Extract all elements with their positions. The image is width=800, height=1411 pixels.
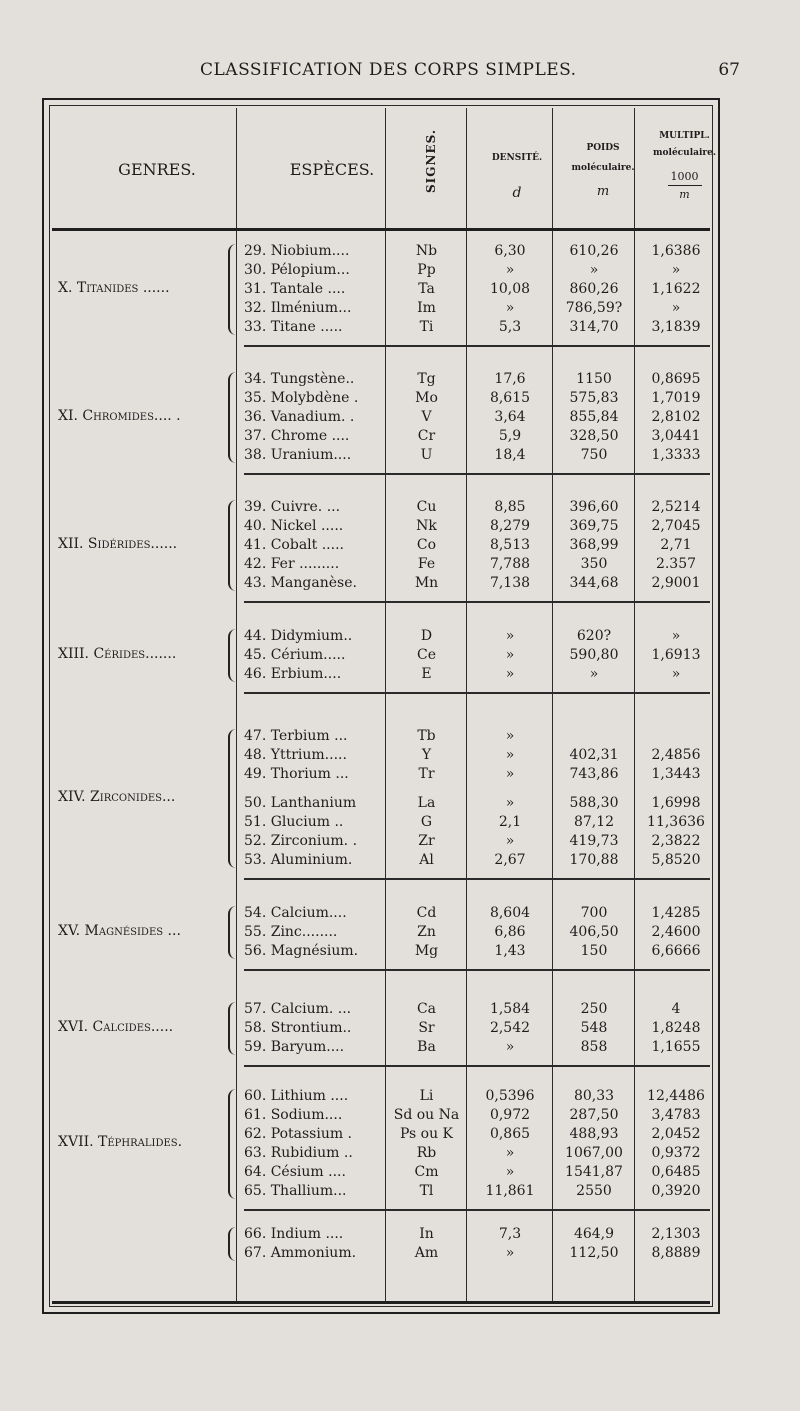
density-value: » (505, 628, 515, 644)
page-title: CLASSIFICATION DES CORPS SIMPLES. (200, 60, 577, 80)
chemical-sign: Rb (416, 1145, 437, 1161)
density-value: » (505, 795, 515, 811)
page-header (60, 60, 740, 90)
molecular-multiplier: 1,3333 (651, 447, 701, 463)
species-name: 31. Tantale .... (244, 281, 346, 297)
header-signes (404, 128, 444, 223)
table-row (44, 1106, 718, 1125)
chemical-sign: Mn (414, 575, 439, 591)
molecular-weight: 250 (580, 1001, 608, 1017)
species-name: 33. Titane ..... (244, 319, 343, 335)
molecular-weight: 855,84 (569, 409, 619, 425)
molecular-weight: 396,60 (569, 499, 619, 515)
species-name: 58. Strontium.. (244, 1020, 352, 1036)
molecular-multiplier: » (671, 628, 681, 644)
chemical-sign: Cu (416, 499, 437, 515)
species-name: 64. Césium .... (244, 1164, 346, 1180)
species-name: 56. Magnésium. (244, 943, 359, 959)
genre-label: XVI. Calcides..... (58, 1018, 174, 1035)
group-separator (244, 692, 710, 694)
molecular-weight: 287,50 (569, 1107, 619, 1123)
group-separator (244, 969, 710, 971)
density-value: 6,30 (494, 243, 526, 259)
chemical-sign: G (420, 814, 433, 830)
molecular-weight: 170,88 (569, 852, 619, 868)
table-row (44, 1038, 718, 1057)
table-header (52, 108, 716, 228)
molecular-multiplier: 3,4783 (651, 1107, 701, 1123)
density-value: 5,3 (498, 319, 522, 335)
molecular-multiplier: 1,6386 (651, 243, 701, 259)
molecular-weight: 368,99 (569, 537, 619, 553)
chemical-sign: Im (417, 300, 436, 316)
molecular-multiplier: 0,8695 (651, 371, 701, 387)
chemical-sign: U (420, 447, 433, 463)
species-name: 66. Indium .... (244, 1226, 344, 1242)
species-name: 32. Ilménium... (244, 300, 352, 316)
molecular-multiplier: 2,9001 (651, 575, 701, 591)
table-row (44, 408, 718, 427)
molecular-weight: 743,86 (569, 766, 619, 782)
molecular-multiplier: 1,1655 (651, 1039, 701, 1055)
chemical-sign: Al (419, 852, 434, 868)
species-name: 65. Thallium... (244, 1183, 347, 1199)
bottom-rule (52, 1301, 710, 1304)
molecular-multiplier: 11,3636 (647, 814, 705, 830)
chemical-sign: Zr (418, 833, 435, 849)
density-value: » (505, 1039, 515, 1055)
molecular-weight: 610,26 (569, 243, 619, 259)
table-row (44, 727, 718, 746)
molecular-multiplier: 4 (671, 1001, 681, 1017)
table-row (44, 555, 718, 574)
density-value: 8,615 (489, 390, 531, 406)
table-row (44, 389, 718, 408)
species-name: 49. Thorium ... (244, 766, 349, 782)
species-name: 53. Aluminium. (244, 852, 353, 868)
table-row (44, 851, 718, 870)
molecular-weight: 588,30 (569, 795, 619, 811)
species-name: 37. Chrome .... (244, 428, 350, 444)
density-value: 3,64 (494, 409, 526, 425)
molecular-multiplier: 1,4285 (651, 905, 701, 921)
table-row (44, 627, 718, 646)
species-name: 61. Sodium.... (244, 1107, 343, 1123)
table-row (44, 813, 718, 832)
density-value: 8,85 (494, 499, 526, 515)
molecular-weight: 464,9 (573, 1226, 615, 1242)
header-poids-line2: moléculaire. (571, 163, 635, 173)
molecular-multiplier: 1,3443 (651, 766, 701, 782)
chemical-sign: V (421, 409, 432, 425)
density-value: 18,4 (494, 447, 526, 463)
table-row (44, 1144, 718, 1163)
density-value: 8,604 (489, 905, 531, 921)
species-name: 63. Rubidium .. (244, 1145, 353, 1161)
molecular-multiplier: 2,4600 (651, 924, 701, 940)
molecular-weight: 314,70 (569, 319, 619, 335)
table-row (44, 765, 718, 784)
table-row (44, 1125, 718, 1144)
header-densite-label: DENSITÉ. (491, 153, 543, 163)
group-separator (244, 878, 710, 880)
header-poids-line1: POIDS (586, 143, 620, 153)
genre-label: X. Titanides ...... (58, 279, 170, 296)
molecular-weight: » (589, 666, 599, 682)
density-value: 1,43 (494, 943, 526, 959)
chemical-sign: Tg (417, 371, 436, 387)
species-name: 48. Yttrium..... (244, 747, 347, 763)
molecular-weight: 700 (580, 905, 608, 921)
density-value: 5,9 (498, 428, 522, 444)
table-row (44, 517, 718, 536)
density-value: 6,86 (494, 924, 526, 940)
species-name: 46. Erbium.... (244, 666, 342, 682)
molecular-multiplier: 1,1622 (651, 281, 701, 297)
genre-label: XIII. Cérides....... (58, 645, 177, 662)
chemical-sign: Pp (417, 262, 436, 278)
species-name: 67. Ammonium. (244, 1245, 357, 1261)
species-name: 45. Cérium..... (244, 647, 346, 663)
species-name: 52. Zirconium. . (244, 833, 358, 849)
table-row (44, 1225, 718, 1244)
molecular-multiplier: » (671, 300, 681, 316)
species-name: 57. Calcium. ... (244, 1001, 352, 1017)
density-value: 0,865 (489, 1126, 531, 1142)
molecular-multiplier: 8,8889 (651, 1245, 701, 1261)
molecular-multiplier: 2,71 (660, 537, 692, 553)
chemical-sign: Ba (417, 1039, 436, 1055)
molecular-weight: 1067,00 (565, 1145, 623, 1161)
species-name: 59. Baryum.... (244, 1039, 345, 1055)
table-row (44, 1019, 718, 1038)
density-value: 2,1 (498, 814, 522, 830)
molecular-multiplier: » (671, 666, 681, 682)
molecular-weight: 112,50 (569, 1245, 619, 1261)
fraction-numerator: 1000 (668, 168, 702, 186)
chemical-sign: Nk (416, 518, 437, 534)
molecular-multiplier: 0,3920 (651, 1183, 701, 1199)
species-name: 51. Glucium .. (244, 814, 344, 830)
species-name: 38. Uranium.... (244, 447, 352, 463)
molecular-multiplier: 2,5214 (651, 499, 701, 515)
table-row (44, 1182, 718, 1201)
molecular-multiplier: 12,4486 (647, 1088, 705, 1104)
molecular-multiplier: 2.357 (655, 556, 697, 572)
molecular-weight: 750 (580, 447, 608, 463)
molecular-weight: 150 (580, 943, 608, 959)
species-name: 50. Lanthanium (244, 795, 357, 811)
molecular-multiplier: 2,8102 (651, 409, 701, 425)
chemical-sign: Ti (419, 319, 434, 335)
density-value: 11,861 (485, 1183, 535, 1199)
molecular-weight: 620? (576, 628, 612, 644)
table-row (44, 646, 718, 665)
molecular-weight: 80,33 (573, 1088, 615, 1104)
table-row (44, 746, 718, 765)
group-separator (244, 1209, 710, 1211)
density-value: » (505, 647, 515, 663)
species-name: 34. Tungstène.. (244, 371, 355, 387)
header-multiplicateur (647, 128, 722, 203)
chemical-sign: Ps ou K (399, 1126, 454, 1142)
molecular-weight: 786,59? (565, 300, 623, 316)
table-row (44, 498, 718, 517)
header-poids (562, 138, 644, 202)
molecular-multiplier: 5,8520 (651, 852, 701, 868)
species-name: 60. Lithium .... (244, 1088, 349, 1104)
chemical-sign: Zn (417, 924, 436, 940)
species-name: 35. Molybdène . (244, 390, 359, 406)
molecular-multiplier: 2,4856 (651, 747, 701, 763)
density-value: 0,5396 (485, 1088, 535, 1104)
density-value: 17,6 (494, 371, 526, 387)
table-row (44, 536, 718, 555)
group-separator (244, 473, 710, 475)
molecular-weight: » (589, 262, 599, 278)
species-name: 39. Cuivre. ... (244, 499, 341, 515)
species-name: 55. Zinc........ (244, 924, 338, 940)
chemical-sign: Cr (417, 428, 436, 444)
density-value: 7,788 (489, 556, 531, 572)
molecular-weight: 406,50 (569, 924, 619, 940)
table-row (44, 299, 718, 318)
density-value: 8,513 (489, 537, 531, 553)
page-number: 67 (718, 60, 740, 80)
molecular-weight: 858 (580, 1039, 608, 1055)
chemical-sign: Sr (418, 1020, 435, 1036)
group-separator (244, 345, 710, 347)
chemical-sign: Ta (418, 281, 435, 297)
species-name: 47. Terbium ... (244, 728, 348, 744)
table-row (44, 318, 718, 337)
chemical-sign: Mo (415, 390, 438, 406)
table-row (44, 427, 718, 446)
table-frame (42, 98, 720, 1314)
molecular-multiplier: 2,1303 (651, 1226, 701, 1242)
species-name: 36. Vanadium. . (244, 409, 355, 425)
table-row (44, 665, 718, 684)
molecular-weight: 87,12 (573, 814, 615, 830)
chemical-sign: Am (414, 1245, 439, 1261)
chemical-sign: D (420, 628, 433, 644)
table-row (44, 794, 718, 813)
genre-label: XV. Magnésides ... (58, 922, 181, 939)
molecular-weight: 328,50 (569, 428, 619, 444)
chemical-sign: La (417, 795, 436, 811)
molecular-weight: 402,31 (569, 747, 619, 763)
header-mult-line1: MULTIPL. (659, 131, 710, 141)
chemical-sign: Ca (416, 1001, 437, 1017)
density-value: 7,138 (489, 575, 531, 591)
chemical-sign: Tl (419, 1183, 434, 1199)
molecular-weight: 350 (580, 556, 608, 572)
density-value: » (505, 1164, 515, 1180)
table-row (44, 832, 718, 851)
density-value: » (505, 300, 515, 316)
molecular-multiplier: 3,0441 (651, 428, 701, 444)
molecular-multiplier: 3,1839 (651, 319, 701, 335)
species-name: 29. Niobium.... (244, 243, 350, 259)
table-row (44, 904, 718, 923)
density-value: » (505, 1245, 515, 1261)
density-value: 2,542 (489, 1020, 531, 1036)
chemical-sign: Ce (417, 647, 436, 663)
chemical-sign: Co (416, 537, 437, 553)
genre-label: XI. Chromides.... . (58, 407, 181, 424)
fraction-denominator: m (679, 188, 690, 201)
molecular-multiplier: 2,3822 (651, 833, 701, 849)
species-name: 30. Pélopium... (244, 262, 350, 278)
species-name: 62. Potassium . (244, 1126, 353, 1142)
molecular-weight: 344,68 (569, 575, 619, 591)
table-row (44, 280, 718, 299)
table-row (44, 261, 718, 280)
density-value: 1,584 (489, 1001, 531, 1017)
molecular-weight: 590,80 (569, 647, 619, 663)
table-row (44, 242, 718, 261)
density-value: 2,67 (494, 852, 526, 868)
density-value: » (505, 262, 515, 278)
molecular-weight: 575,83 (569, 390, 619, 406)
header-rule (52, 228, 710, 231)
density-value: » (505, 747, 515, 763)
molecular-weight: 488,93 (569, 1126, 619, 1142)
species-name: 42. Fer ......... (244, 556, 340, 572)
molecular-multiplier: 1,6913 (651, 647, 701, 663)
molecular-weight: 419,73 (569, 833, 619, 849)
species-name: 43. Manganèse. (244, 575, 357, 591)
species-name: 41. Cobalt ..... (244, 537, 344, 553)
chemical-sign: Nb (415, 243, 438, 259)
group-separator (244, 1065, 710, 1067)
molecular-weight: 1541,87 (565, 1164, 623, 1180)
table-row (44, 574, 718, 593)
chemical-sign: Tr (418, 766, 435, 782)
table-row (44, 1087, 718, 1106)
chemical-sign: Sd ou Na (393, 1107, 460, 1123)
molecular-weight: 1150 (576, 371, 612, 387)
genre-label: XVII. Téphralides. (58, 1134, 183, 1150)
table-row (44, 1163, 718, 1182)
density-value: » (505, 728, 515, 744)
chemical-sign: Y (421, 747, 432, 763)
density-value: 7,3 (498, 1226, 522, 1242)
molecular-weight: 860,26 (569, 281, 619, 297)
header-densite-symbol: d (512, 185, 522, 201)
molecular-multiplier: 1,7019 (651, 390, 701, 406)
density-value: 0,972 (489, 1107, 531, 1123)
header-poids-symbol: m (596, 184, 610, 199)
molecular-multiplier: 0,6485 (651, 1164, 701, 1180)
molecular-multiplier: 6,6666 (651, 943, 701, 959)
molecular-multiplier: 0,9372 (651, 1145, 701, 1161)
genre-label: XIV. Zirconides... (58, 788, 176, 805)
molecular-multiplier: 1,6998 (651, 795, 701, 811)
header-signes-label: SIGNES. (424, 128, 438, 193)
chemical-sign: Mg (414, 943, 439, 959)
molecular-weight: 2550 (576, 1183, 612, 1199)
molecular-multiplier: 2,7045 (651, 518, 701, 534)
species-name: 40. Nickel ..... (244, 518, 344, 534)
header-mult-fraction (668, 168, 702, 203)
header-mult-line2: moléculaire. (653, 148, 716, 158)
table-row (44, 1000, 718, 1019)
density-value: 8,279 (489, 518, 531, 534)
chemical-sign: In (419, 1226, 434, 1242)
chemical-sign: Cd (416, 905, 437, 921)
species-name: 44. Didymium.. (244, 628, 353, 644)
density-value: » (505, 833, 515, 849)
density-value: 10,08 (489, 281, 531, 297)
molecular-weight: 369,75 (569, 518, 619, 534)
molecular-multiplier: 2,0452 (651, 1126, 701, 1142)
header-especes: ESPÈCES. (289, 160, 375, 179)
table-row (44, 446, 718, 465)
molecular-weight: 548 (580, 1020, 608, 1036)
chemical-sign: Cm (414, 1164, 439, 1180)
chemical-sign: Tb (417, 728, 436, 744)
chemical-sign: Li (419, 1088, 434, 1104)
molecular-multiplier: 1,8248 (651, 1020, 701, 1036)
density-value: » (505, 1145, 515, 1161)
density-value: » (505, 666, 515, 682)
table-row (44, 1244, 718, 1263)
table-row (44, 923, 718, 942)
group-separator (244, 601, 710, 603)
density-value: » (505, 766, 515, 782)
chemical-sign: Fe (417, 556, 436, 572)
genre-label: XII. Sidérides...... (58, 535, 178, 552)
table-row (44, 370, 718, 389)
table-row (44, 942, 718, 961)
header-densite (477, 153, 557, 201)
species-name: 54. Calcium.... (244, 905, 347, 921)
header-genres: GENRES. (118, 160, 196, 179)
chemical-sign: E (421, 666, 432, 682)
molecular-multiplier: » (671, 262, 681, 278)
